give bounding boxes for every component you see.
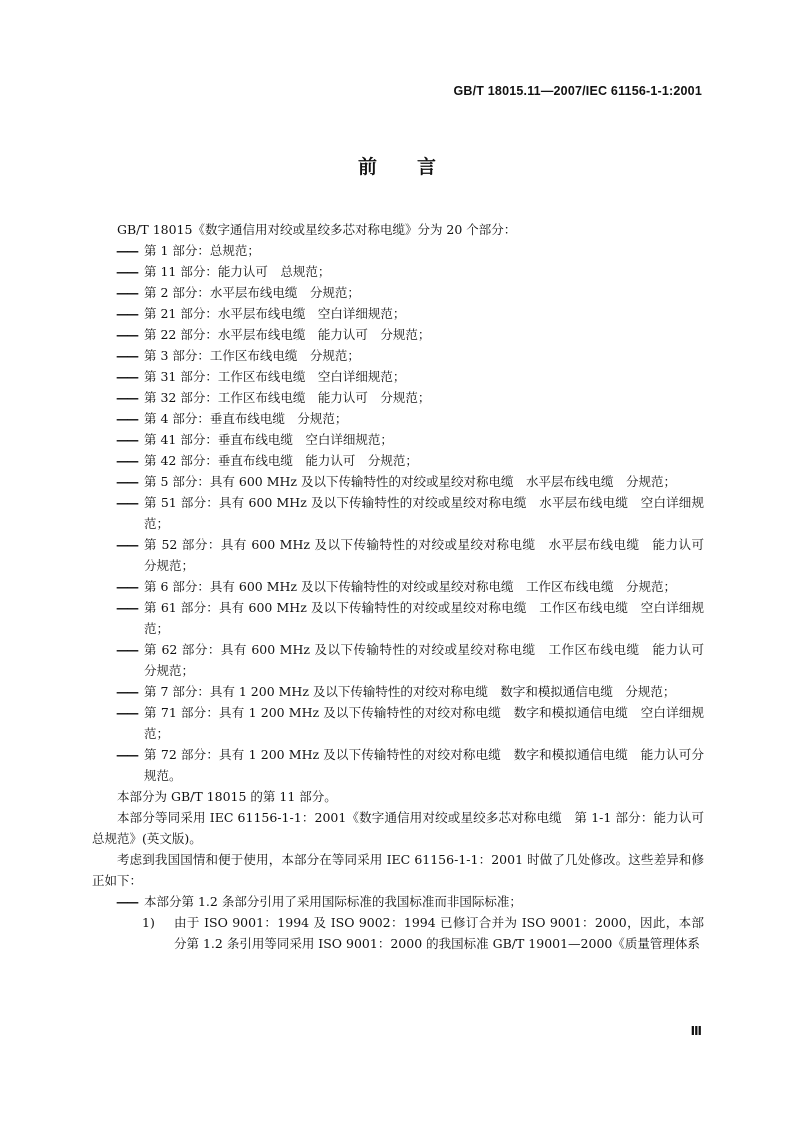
list-item-text: 第 3 部分：工作区布线电缆 分规范；	[144, 348, 360, 363]
list-dash: ——	[116, 348, 137, 363]
list-dash: ——	[116, 369, 137, 384]
list-dash: ——	[116, 390, 137, 405]
list-item-text: 第 7 部分：具有 1 200 MHz 及以下传输特性的对绞对称电缆 数字和模拟通信电缆 分规范；	[144, 684, 676, 699]
title-char-1: 前	[357, 156, 377, 178]
list-dash: ——	[116, 747, 137, 762]
list-dash: ——	[116, 264, 137, 279]
list-dash: ——	[116, 432, 137, 447]
list-item	[92, 324, 704, 345]
list-dash: ——	[116, 285, 137, 300]
list-item	[92, 387, 704, 408]
list-item	[92, 429, 704, 450]
sub-item-text: 由于 ISO 9001：1994 及 ISO 9002：1994 已修订合并为 ISO 9001：2000，因此，本部分第 1.2 条引用等同采用 ISO 9001：2000 的我国标准 GB/T 19001—2000《质量管理体系	[174, 915, 704, 951]
list-item	[92, 639, 717, 681]
list-item-text: 第 1 部分：总规范；	[144, 243, 260, 258]
list-item	[92, 261, 704, 282]
list-item-text: 第 21 部分：水平层布线电缆 空白详细规范；	[144, 306, 406, 321]
list-dash: ——	[116, 684, 137, 699]
paragraph-part-number: 本部分为 GB/T 18015 的第 11 部分。	[117, 789, 337, 804]
list-item	[92, 303, 704, 324]
list-item-text: 第 2 部分：水平层布线电缆 分规范；	[144, 285, 360, 300]
list-item	[92, 282, 704, 303]
list-item-text: 第 51 部分：具有 600 MHz 及以下传输特性的对绞或星绞对称电缆 水平层布线电缆 空白详细规范；	[144, 495, 704, 531]
difference-item	[92, 891, 704, 912]
list-dash: ——	[116, 537, 137, 552]
document-body	[92, 219, 717, 954]
list-dash: ——	[116, 579, 137, 594]
list-item	[92, 366, 704, 387]
list-item	[92, 681, 704, 702]
list-dash: ——	[116, 495, 137, 510]
page-number: Ⅲ	[690, 1024, 702, 1038]
sub-item	[92, 912, 704, 954]
difference-item-text: 本部分第 1.2 条部分引用了采用国际标准的我国标准而非国际标准；	[144, 894, 522, 909]
list-item-text: 第 5 部分：具有 600 MHz 及以下传输特性的对绞或星绞对称电缆 水平层布线电缆 分规范；	[144, 474, 676, 489]
list-item	[92, 450, 704, 471]
list-dash: ——	[116, 327, 137, 342]
list-dash: ——	[116, 411, 137, 426]
list-item-text: 第 31 部分：工作区布线电缆 空白详细规范；	[144, 369, 406, 384]
paragraph-modifications: 考虑到我国国情和便于使用，本部分在等同采用 IEC 61156-1-1：2001 时做了几处修改。这些差异和修正如下：	[92, 852, 704, 888]
list-item	[92, 471, 704, 492]
section-title	[0, 152, 794, 179]
list-dash: ——	[116, 705, 137, 720]
list-dash: ——	[116, 600, 137, 615]
list-dash: ——	[116, 642, 137, 657]
parts-list	[92, 240, 717, 786]
list-item-text: 第 6 部分：具有 600 MHz 及以下传输特性的对绞或星绞对称电缆 工作区布线电缆 分规范；	[144, 579, 676, 594]
list-item-text: 第 71 部分：具有 1 200 MHz 及以下传输特性的对绞对称电缆 数字和模拟通信电缆 空白详细规范；	[144, 705, 704, 741]
list-item	[92, 597, 704, 639]
list-item-text: 第 22 部分：水平层布线电缆 能力认可 分规范；	[144, 327, 431, 342]
list-item-text: 第 61 部分：具有 600 MHz 及以下传输特性的对绞或星绞对称电缆 工作区布线电缆 空白详细规范；	[144, 600, 704, 636]
list-item-text: 第 62 部分：具有 600 MHz 及以下传输特性的对绞或星绞对称电缆 工作区布线电缆 能力认可 分规范；	[144, 642, 717, 678]
list-item	[92, 576, 704, 597]
list-item	[92, 534, 717, 576]
paragraph-adoption: 本部分等同采用 IEC 61156-1-1：2001《数字通信用对绞或星绞多芯对称电缆 第 1-1 部分：能力认可总规范》(英文版)。	[92, 810, 704, 846]
list-item-text: 第 42 部分：垂直布线电缆 能力认可 分规范；	[144, 453, 418, 468]
list-item	[92, 240, 704, 261]
intro-paragraph: GB/T 18015《数字通信用对绞或星绞多芯对称电缆》分为 20 个部分：	[117, 222, 517, 237]
list-item	[92, 492, 704, 534]
list-dash: ——	[116, 306, 137, 321]
list-item	[92, 744, 704, 786]
list-item-text: 第 4 部分：垂直布线电缆 分规范；	[144, 411, 348, 426]
list-dash: ——	[116, 243, 137, 258]
standard-code-header: GB/T 18015.11—2007/IEC 61156-1-1:2001	[453, 84, 702, 98]
list-item	[92, 702, 704, 744]
list-item-text: 第 11 部分：能力认可 总规范；	[144, 264, 331, 279]
list-dash: ——	[116, 894, 137, 909]
title-char-2: 言	[417, 156, 437, 178]
list-item	[92, 345, 704, 366]
list-item-text: 第 52 部分：具有 600 MHz 及以下传输特性的对绞或星绞对称电缆 水平层布线电缆 能力认可 分规范；	[144, 537, 717, 573]
list-dash: ——	[116, 474, 137, 489]
list-dash: ——	[116, 453, 137, 468]
list-item	[92, 408, 704, 429]
list-item-text: 第 72 部分：具有 1 200 MHz 及以下传输特性的对绞对称电缆 数字和模拟通信电缆 能力认可分规范。	[144, 747, 704, 783]
sub-item-number: 1)	[142, 915, 155, 930]
list-item-text: 第 41 部分：垂直布线电缆 空白详细规范；	[144, 432, 393, 447]
list-item-text: 第 32 部分：工作区布线电缆 能力认可 分规范；	[144, 390, 431, 405]
